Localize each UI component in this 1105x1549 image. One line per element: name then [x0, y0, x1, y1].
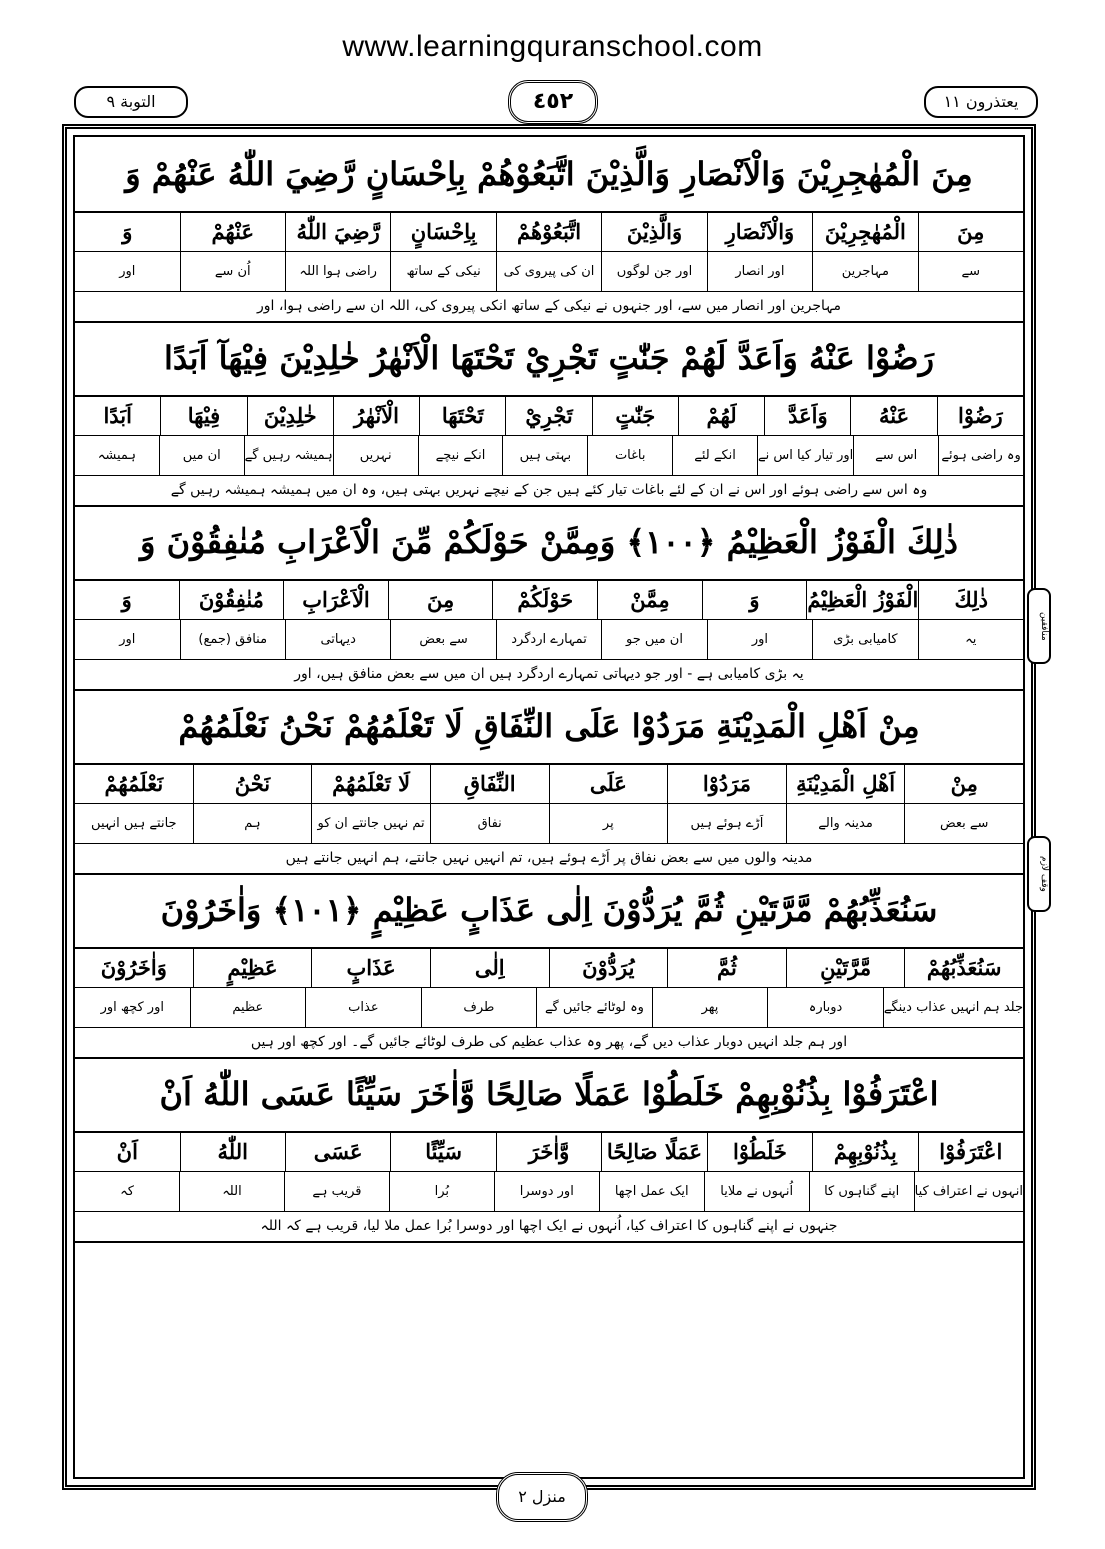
arabic-word-row: [75, 579, 1023, 620]
arabic-word-cell: وَاٰخَرُوْنَ: [100, 954, 167, 980]
urdu-meaning-cell: ایک عمل اچھا: [599, 1171, 704, 1211]
urdu-meaning-cell: اور انصار: [707, 251, 812, 291]
arabic-word-cell: تَحْتَهَا: [419, 395, 505, 435]
urdu-meaning-cell: اَڑے ہوئے ہیں: [667, 803, 786, 843]
translation-line: مہاجرین اور انصار میں سے، اور جنہوں نے نیکی کے ساتھ انکی پیروی کی، اللہ ان سے راضی ہوا، اور: [75, 291, 1023, 323]
urdu-meaning-row: [75, 251, 1023, 292]
urdu-meaning-cell: ہم: [193, 803, 312, 843]
translation-line: مدینہ والوں میں سے بعض نفاق پر اَڑے ہوئے ہیں، تم انہیں نہیں جانتے، ہم انہیں جانتے ہیں: [75, 843, 1023, 875]
urdu-meaning-cell: وہ راضی ہوئے: [938, 435, 1023, 475]
urdu-meaning-cell: پھر: [652, 987, 768, 1027]
arabic-word-cell: اعْتَرَفُوْا: [918, 1131, 1023, 1171]
arabic-word-cell: ثُمَّ: [667, 947, 786, 987]
arabic-word-cell: فِيْهَا: [160, 395, 246, 435]
arabic-word-cell: وَ: [122, 218, 133, 244]
arabic-word-cell: رَضُوْا: [937, 395, 1023, 435]
urdu-meaning-row: [75, 803, 1023, 844]
urdu-meaning-row: [75, 1171, 1023, 1212]
translation-line: جنہوں نے اپنے گناہوں کا اعتراف کیا، اُنہوں نے ایک اچھا اور دوسرا بُرا عمل ملا لیا، قریب ہے کہ اللہ: [75, 1211, 1023, 1243]
arabic-word-cell: الْمُهٰجِرِيْنَ: [812, 211, 917, 251]
urdu-meaning-cell: سے بعض: [904, 803, 1023, 843]
urdu-meaning-cell: منافق (جمع): [180, 619, 285, 659]
arabic-word-cell: نَحْنُ: [193, 763, 312, 803]
urdu-meaning-cell: سے بعض: [390, 619, 495, 659]
arabic-word-cell: ذٰلِكَ: [918, 579, 1023, 619]
ayah-line: مِنَ الْمُهٰجِرِيْنَ وَالْاَنْصَارِ وَالَّذِيْنَ اتَّبَعُوْهُمْ بِاِحْسَانٍ رَّضِيَ اللّٰهُ عَنْهُمْ وَ: [75, 137, 1023, 213]
arabic-word-cell: وَ: [121, 586, 132, 612]
urdu-meaning-cell: نیکی کے ساتھ: [390, 251, 495, 291]
arabic-word-cell: بِاِحْسَانٍ: [390, 211, 495, 251]
arabic-word-cell: مِنْ: [904, 763, 1023, 803]
urdu-meaning-cell: مدینہ والے: [786, 803, 905, 843]
urdu-meaning-cell: انکے لئے: [672, 435, 757, 475]
arabic-word-cell: عَذَابٍ: [311, 947, 430, 987]
arabic-word-cell: مِنَ: [918, 211, 1023, 251]
arabic-word-cell: عَسَى: [285, 1131, 390, 1171]
urdu-meaning-cell: طرف: [421, 987, 537, 1027]
urdu-meaning-cell: بُرا: [389, 1171, 494, 1211]
arabic-word-cell: وَّاٰخَرَ: [496, 1131, 601, 1171]
arabic-word-cell: سَنُعَذِّبُهُمْ: [904, 947, 1023, 987]
urdu-meaning-cell: ان میں جو: [601, 619, 706, 659]
arabic-word-cell: مِمَّنْ: [597, 579, 702, 619]
arabic-word-cell: حَوْلَكُمْ: [492, 579, 597, 619]
arabic-word-row: [75, 947, 1023, 988]
urdu-meaning-cell: اور کچھ اور: [100, 999, 164, 1015]
manzil-marker: منزل ٢: [496, 1472, 588, 1522]
urdu-meaning-cell: عظیم: [190, 987, 306, 1027]
urdu-meaning-cell: اُنہوں نے ملایا: [704, 1171, 809, 1211]
arabic-word-cell: لَا تَعْلَمُهُمْ: [311, 763, 430, 803]
arabic-word-cell: اَبَدًا: [103, 402, 132, 428]
arabic-word-cell: اَنْ: [116, 1138, 138, 1164]
arabic-word-cell: الْاَعْرَابِ: [283, 579, 388, 619]
urdu-meaning-cell: ان کی پیروی کی: [496, 251, 601, 291]
urdu-meaning-cell: راضی ہوا اللہ: [285, 251, 390, 291]
urdu-meaning-cell: قریب ہے: [284, 1171, 389, 1211]
urdu-meaning-cell: دوبارہ: [767, 987, 883, 1027]
arabic-word-cell: سَيِّئًا: [390, 1131, 495, 1171]
arabic-word-cell: اِلٰى: [430, 947, 549, 987]
urdu-meaning-cell: اللہ: [179, 1171, 284, 1211]
urdu-meaning-cell: اور جن لوگوں: [601, 251, 706, 291]
arabic-word-row: [75, 1131, 1023, 1172]
arabic-word-cell: عَنْهُ: [850, 395, 936, 435]
arabic-word-cell: اَهْلِ الْمَدِيْنَةِ: [786, 763, 905, 803]
arabic-word-cell: جَنّٰتٍ: [592, 395, 678, 435]
para-name: يعتذرون ١١: [924, 86, 1038, 118]
arabic-word-cell: وَالْاَنْصَارِ: [707, 211, 812, 251]
urdu-meaning-row: [75, 987, 1023, 1028]
ayah-line: اعْتَرَفُوْا بِذُنُوْبِهِمْ خَلَطُوْا عَمَلًا صَالِحًا وَّاٰخَرَ سَيِّئًا عَسَى اللّٰهُ اَنْ: [75, 1057, 1023, 1133]
arabic-word-cell: مُنٰفِقُوْنَ: [179, 579, 284, 619]
urdu-meaning-cell: انکے نیچے: [418, 435, 503, 475]
urdu-meaning-cell: انہوں نے اعتراف کیا: [914, 1171, 1023, 1211]
arabic-word-cell: عَظِيْمٍ: [193, 947, 312, 987]
arabic-word-cell: بِذُنُوْبِهِمْ: [812, 1131, 917, 1171]
arabic-word-cell: مِنَ: [388, 579, 493, 619]
arabic-word-cell: خٰلِدِيْنَ: [247, 395, 333, 435]
page-number: ٤٥٢: [508, 80, 598, 124]
translation-line: وہ اس سے راضی ہوئے اور اس نے ان کے لئے باغات تیار کئے ہیں جن کے نیچے نہریں بہتی ہیں، وہ ان میں ہمیشہ ہمیشہ رہیں گے: [75, 475, 1023, 507]
arabic-word-row: [75, 211, 1023, 252]
arabic-word-cell: عَنْهُمْ: [180, 211, 285, 251]
surah-name: التوبة ٩: [74, 86, 188, 118]
urdu-meaning-cell: ہمیشہ: [97, 447, 137, 463]
page-frame: [62, 124, 1036, 1490]
urdu-meaning-cell: مہاجرین: [812, 251, 917, 291]
urdu-meaning-cell: عذاب: [305, 987, 421, 1027]
arabic-word-cell: رَّضِيَ اللّٰهُ: [285, 211, 390, 251]
arabic-word-cell: مَرَدُوْا: [667, 763, 786, 803]
urdu-meaning-cell: کامیابی بڑی: [812, 619, 917, 659]
urdu-meaning-row: [75, 435, 1023, 476]
urdu-meaning-cell: دیہاتی: [285, 619, 390, 659]
urdu-meaning-cell: جلد ہم انہیں عذاب دینگے: [883, 987, 1023, 1027]
ayah-line: سَنُعَذِّبُهُمْ مَّرَّتَيْنِ ثُمَّ يُرَدُّوْنَ اِلٰى عَذَابٍ عَظِيْمٍ ﴿١٠١﴾ وَاٰخَرُوْنَ: [75, 873, 1023, 949]
urdu-meaning-cell: بہتی ہیں: [502, 435, 587, 475]
ayah-line: مِنْ اَهْلِ الْمَدِيْنَةِ مَرَدُوْا عَلَى النِّفَاقِ لَا تَعْلَمُهُمْ نَحْنُ نَعْلَمُهُمْ: [75, 689, 1023, 765]
arabic-word-cell: الْاَنْهٰرُ: [333, 395, 419, 435]
arabic-word-cell: تَجْرِيْ: [505, 395, 591, 435]
arabic-word-cell: يُرَدُّوْنَ: [549, 947, 668, 987]
arabic-word-cell: عَلَى: [549, 763, 668, 803]
website-url[interactable]: www.learningquranschool.com: [342, 30, 763, 63]
arabic-word-cell: وَاَعَدَّ: [764, 395, 850, 435]
urdu-meaning-cell: وہ لوٹائے جائیں گے: [536, 987, 652, 1027]
arabic-word-row: [75, 763, 1023, 804]
urdu-meaning-cell: اور: [119, 263, 136, 279]
arabic-word-cell: اللّٰهُ: [180, 1131, 285, 1171]
side-label-waqf: وقف لازم: [1027, 836, 1051, 912]
urdu-meaning-cell: جانتے ہیں انہیں: [91, 815, 177, 831]
urdu-meaning-cell: اس سے: [853, 435, 938, 475]
arabic-word-cell: نَعْلَمُهُمْ: [104, 770, 164, 796]
urdu-meaning-cell: اور: [707, 619, 812, 659]
urdu-meaning-cell: تمہارے اردگرد: [496, 619, 601, 659]
arabic-word-cell: عَمَلًا صَالِحًا: [601, 1131, 706, 1171]
urdu-meaning-cell: اپنے گناہوں کا: [809, 1171, 914, 1211]
ayah-line: رَضُوْا عَنْهُ وَاَعَدَّ لَهُمْ جَنّٰتٍ تَجْرِيْ تَحْتَهَا الْاَنْهٰرُ خٰلِدِيْنَ فِيْهَآ اَبَدًا: [75, 321, 1023, 397]
arabic-word-cell: لَهُمْ: [678, 395, 764, 435]
ayah-line: ذٰلِكَ الْفَوْزُ الْعَظِيْمُ ﴿١٠٠﴾ وَمِمَّنْ حَوْلَكُمْ مِّنَ الْاَعْرَابِ مُنٰفِقُوْنَ وَ: [75, 505, 1023, 581]
urdu-meaning-cell: سے: [918, 251, 1023, 291]
urdu-meaning-cell: نہریں: [333, 435, 418, 475]
arabic-word-cell: اتَّبَعُوْهُمْ: [496, 211, 601, 251]
urdu-meaning-cell: پر: [549, 803, 668, 843]
urdu-meaning-cell: ان میں: [159, 435, 244, 475]
urdu-meaning-cell: اور تیار کیا اس نے: [757, 435, 853, 475]
side-label-munafiqin: منافقين: [1027, 588, 1051, 664]
urdu-meaning-cell: اُن سے: [180, 251, 285, 291]
urdu-meaning-cell: ہمیشہ رہیں گے: [244, 435, 333, 475]
urdu-meaning-cell: اور: [119, 631, 136, 647]
arabic-word-cell: النِّفَاقِ: [430, 763, 549, 803]
translation-line: یہ بڑی کامیابی ہے - اور جو دیہاتی تمہارے اردگرد ہیں ان میں سے بعض منافق ہیں، اور: [75, 659, 1023, 691]
arabic-word-cell: وَ: [702, 579, 807, 619]
arabic-word-row: [75, 395, 1023, 436]
urdu-meaning-cell: یہ: [918, 619, 1023, 659]
translation-line: اور ہم جلد انہیں دوبار عذاب دیں گے، پھر وہ عذاب عظیم کی طرف لوٹائے جائیں گے۔ اور کچھ اور ہیں: [75, 1027, 1023, 1059]
urdu-meaning-cell: کہ: [120, 1183, 134, 1199]
urdu-meaning-cell: باغات: [587, 435, 672, 475]
arabic-word-cell: مَّرَّتَيْنِ: [786, 947, 905, 987]
arabic-word-cell: خَلَطُوْا: [707, 1131, 812, 1171]
urdu-meaning-cell: نفاق: [430, 803, 549, 843]
arabic-word-cell: الْفَوْزُ الْعَظِيْمُ: [806, 579, 918, 619]
content-area: [73, 135, 1025, 1479]
urdu-meaning-row: [75, 619, 1023, 660]
urdu-meaning-cell: اور دوسرا: [494, 1171, 599, 1211]
urdu-meaning-cell: تم نہیں جانتے ان کو: [311, 803, 430, 843]
arabic-word-cell: وَالَّذِيْنَ: [601, 211, 706, 251]
